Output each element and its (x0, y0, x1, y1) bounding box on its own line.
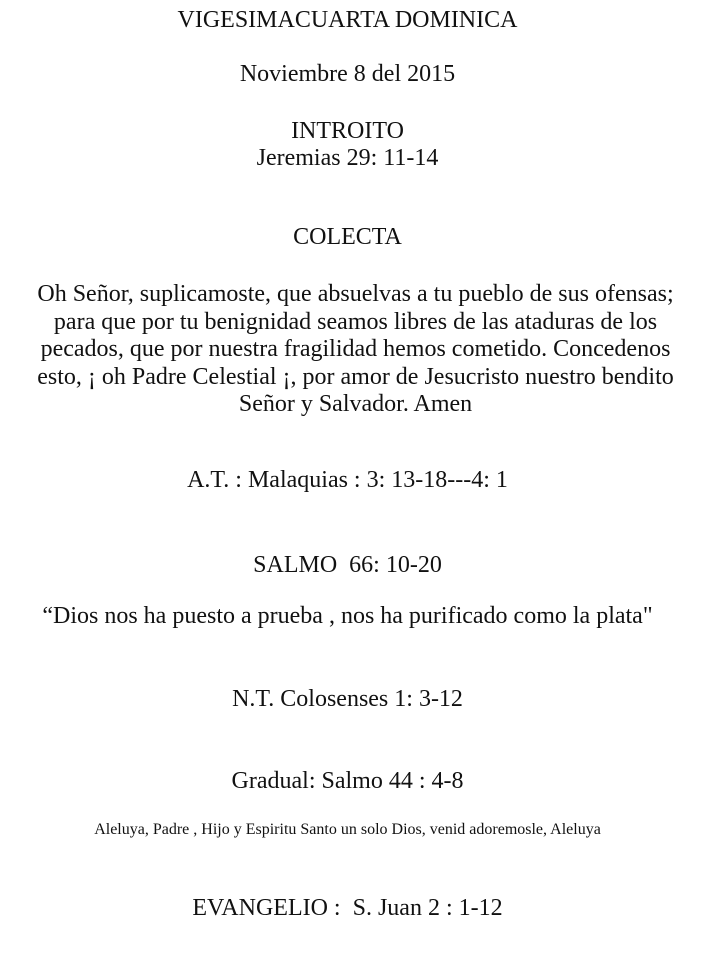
gradual-reading: Gradual: Salmo 44 : 4-8 (231, 768, 464, 794)
prayer-line: esto, ¡ oh Padre Celestial ¡, por amor de Jesucristo nuestro bendito (37, 363, 674, 390)
gospel-reading: EVANGELIO : S. Juan 2 : 1-12 (192, 895, 503, 921)
introito-reference: Jeremias 29: 11-14 (256, 145, 439, 171)
prayer-line: Oh Señor, suplicamoste, que absuelvas a tu pueblo de sus ofensas; (37, 281, 674, 307)
prayer-line: pecados, que por nuestra fragilidad hemos cometido. Concedenos (40, 336, 671, 362)
alleluia-verse: Aleluya, Padre , Hijo y Espiritu Santo un solo Dios, venid adoremosle, Aleluya (94, 821, 601, 838)
prayer-line: Señor y Salvador. Amen (238, 391, 473, 417)
old-testament-reading: A.T. : Malaquias : 3: 13-18---4: 1 (187, 467, 508, 493)
colecta-prayer (4, 281, 707, 419)
prayer-line: para que por tu benignidad seamos libres de las ataduras de los (53, 308, 658, 335)
colecta-heading: COLECTA (293, 224, 402, 250)
psalm-quote: “Dios nos ha puesto a prueba , nos ha purificado como la plata" (42, 603, 653, 629)
psalm-heading: SALMO 66: 10-20 (253, 552, 442, 578)
document-title: VIGESIMACUARTA DOMINICA (177, 7, 518, 33)
new-testament-reading: N.T. Colosenses 1: 3-12 (232, 686, 463, 712)
date-line: Noviembre 8 del 2015 (239, 61, 456, 87)
introito-heading: INTROITO (291, 118, 404, 144)
